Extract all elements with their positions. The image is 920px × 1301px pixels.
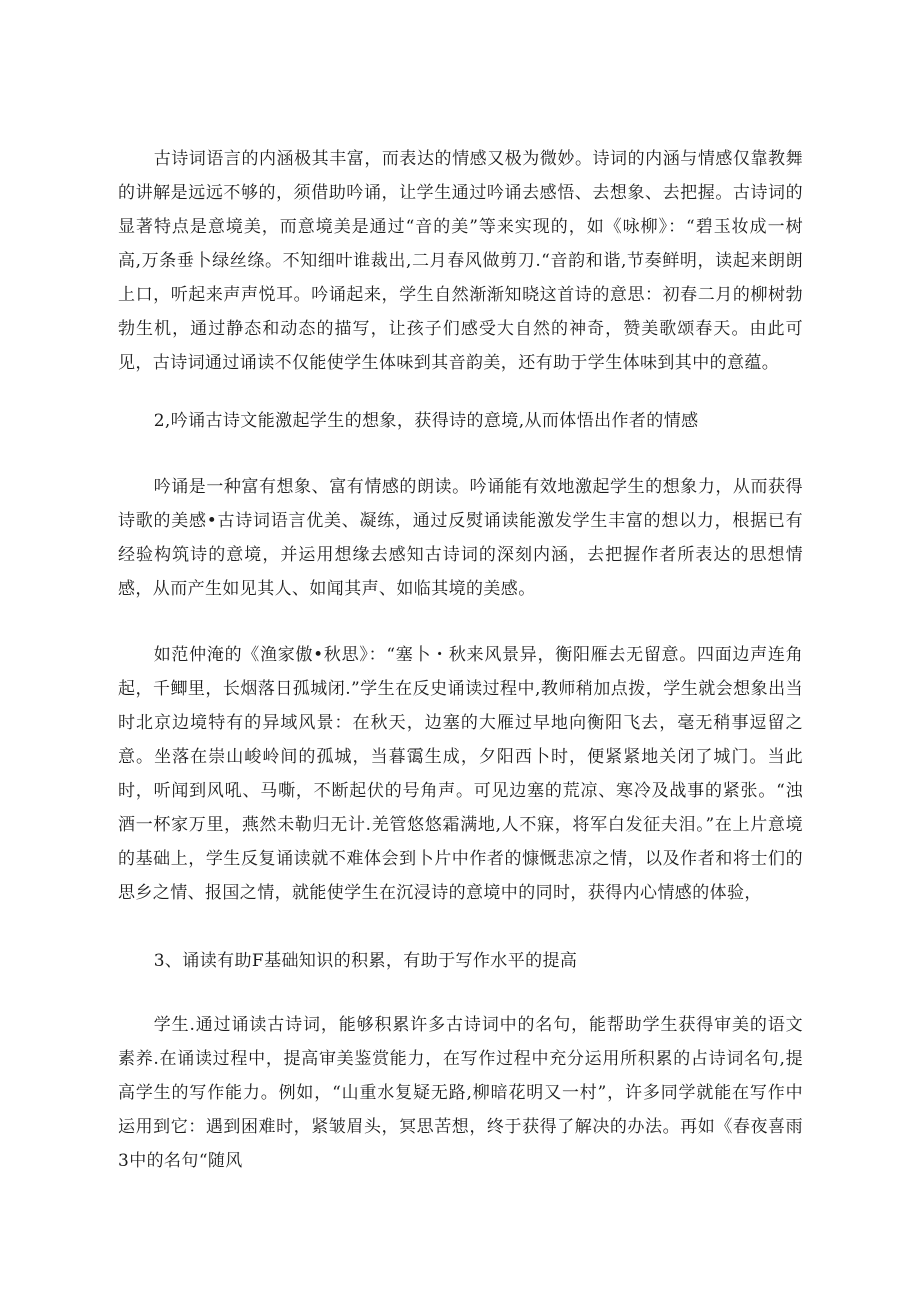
paragraph-recitation-imagination: 吟诵是一种富有想象、富有情感的朗读。吟诵能有效地激起学生的想象力，从而获得诗歌的美感•古诗词语言优美、凝练，通过反熨诵读能激发学生丰富的想以力，根据已有经验构筑诗的意境，并运用想缘去感知古诗词的深刻内涵，去把握作者所表达的思想情感，从而产生如见其人、如闻其声、如临其境的美感。	[118, 477, 803, 599]
paragraph-poetry-recitation-intro: 古诗词语言的内涵极其丰富，而表达的情感又极为微妙。诗词的内涵与情感仅靠教舞的讲解是远远不够的，须借助吟诵，让学生通过吟诵去感悟、去想象、去把握。古诗词的显著特点是意境美，而意境美是通过“音的美”等来实现的，如《咏柳》：“碧玉妆成一树高,万条垂卜绿丝绦。不知细叶谁裁出,二月春风做剪刀.“音韵和谐,节奏鲜明，读起来朗朗上口，听起来声声悦耳。吟诵起来，学生自然渐渐知晓这首诗的意思：初春二月的柳树勃勃生机，通过静态和动态的描写，让孩子们感受大自然的神奇，赞美歌颂春天。由此可见，古诗词通过诵读不仅能使学生体味到其音韵美，还有助于学生体味到其中的意蕴。	[118, 149, 803, 373]
section-heading-3: 3、诵读有助F基础知识的积累，有助于写作水平的提高	[153, 951, 578, 971]
paragraph-accumulation-writing: 学生.通过诵读古诗词，能够积累许多古诗词中的名句，能帮助学生获得审美的语文素养.在诵读过程中，提高审美鉴赏能力，在写作过程中充分运用所积累的占诗词名句,提高学生的写作能力。例如，“山重水复疑无路,柳暗花明又一村”，许多同学就能在写作中运用到它：遇到困难时，紧皱眉头，冥思苦想，终于获得了解决的办法。再如《春夜喜雨3中的名句“随风	[118, 1015, 803, 1171]
section-heading-2: 2,吟诵古诗文能激起学生的想象，获得诗的意境,从而体悟出作者的情感	[153, 411, 699, 431]
paragraph-fan-zhongyan-example: 如范仲淹的《渔家傲•秋思》：“塞卜・秋来风景异，衡阳雁去无留意。四面边声连角起，千鲫里，长烟落日孤城闭.”学生在反史诵读过程中,教师稍加点拨，学生就会想象出当时北京边境特有的异域风景：在秋天，边塞的大雁过早地向衡阳飞去，毫无稍事逗留之意。坐落在崇山峻岭间的孤城，当暮霭生成，夕阳西卜时，便紧紧地关闭了城门。当此时，听闻到风吼、马嘶，不断起伏的号角声。可见边塞的荒凉、寒冷及战事的紧张。“浊酒一杯家万里，燕然未勒归无计.羌管悠悠霜满地,人不寐，将军白发征夫泪。”在上片意境的基础上，学生反复诵读就不难体会到卜片中作者的慷慨悲凉之情，以及作者和将士们的思乡之情、报国之情，就能使学生在沉浸诗的意境中的同时，获得内心情感的体验，	[118, 645, 803, 903]
document-body	[118, 142, 803, 1178]
